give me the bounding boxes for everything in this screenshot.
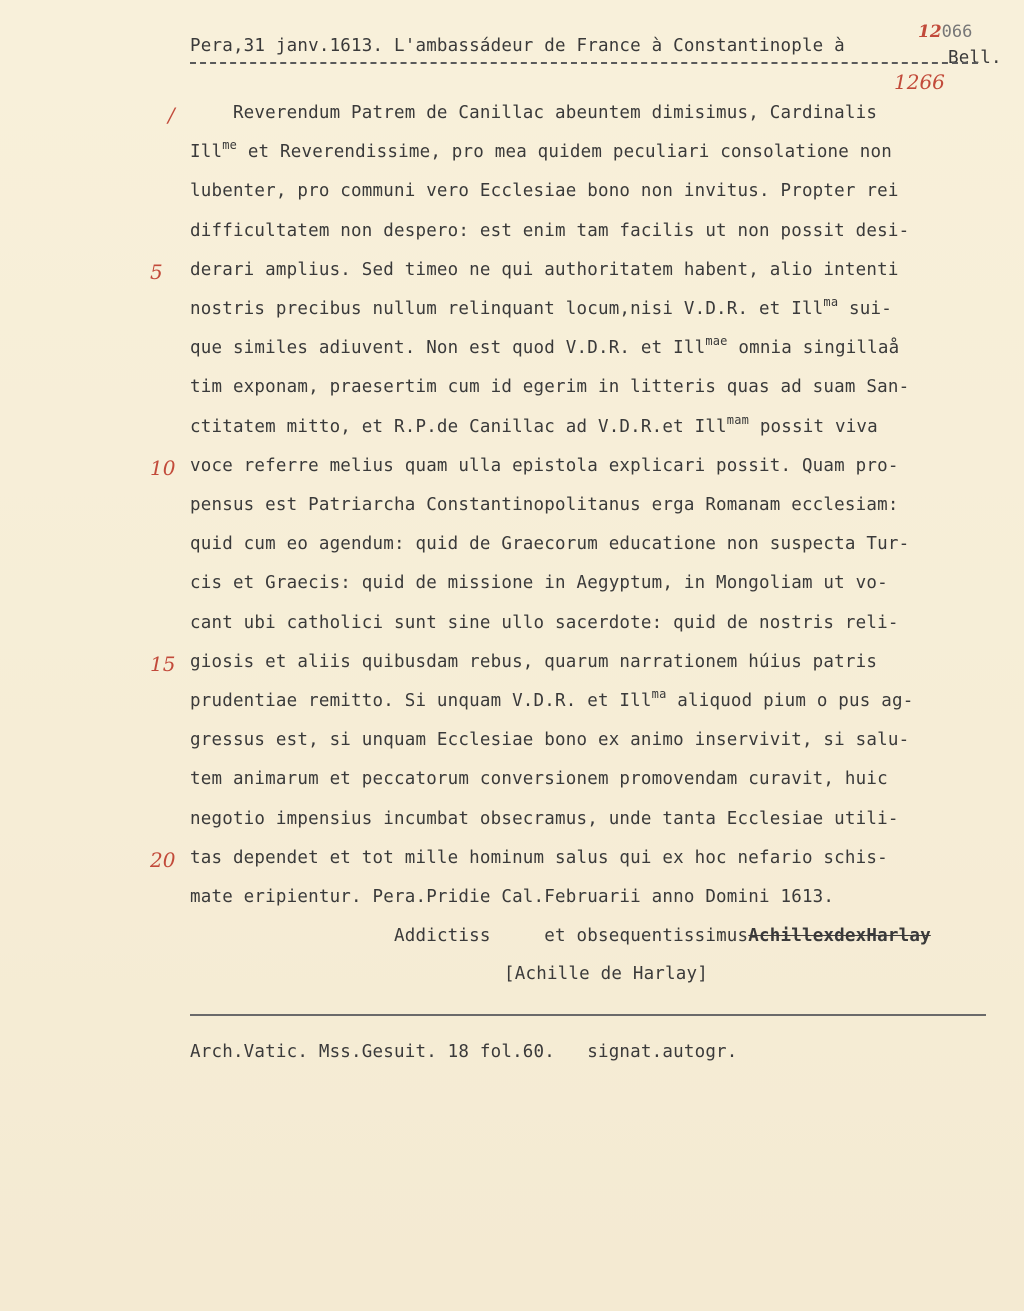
body-line: tem animarum et peccatorum conversionem promovendam curavit, huic bbox=[190, 769, 888, 790]
closing-formula: Addictiss et obsequentissimus bbox=[394, 926, 749, 946]
signature-name: [Achille de Harlay] bbox=[504, 964, 708, 984]
margin-number: 15 bbox=[150, 651, 176, 676]
body-line: voce referre melius quam ulla epistola explicari possit. Quam pro- bbox=[190, 455, 899, 476]
header-dashed-rule bbox=[190, 62, 978, 64]
margin-number: 5 bbox=[150, 259, 163, 284]
body-line: lubenter, pro communi vero Ecclesiae bono non invitus. Propter rei bbox=[190, 181, 899, 202]
body-line: gressus est, si unquam Ecclesiae bono ex animo inservivit, si salu- bbox=[190, 730, 910, 751]
body-line: mate eripientur. Pera.Pridie Cal.Februarii anno Domini 1613. bbox=[190, 887, 835, 907]
body-line: derari amplius. Sed timeo ne qui authoritatem habent, alio intenti bbox=[190, 259, 899, 280]
body-line: negotio impensius incumbat obsecramus, unde tanta Ecclesiae utili- bbox=[190, 808, 899, 829]
margin-number: 20 bbox=[150, 847, 176, 872]
body-line: prudentiae remitto. Si unquam V.D.R. et Ill$^{ma}$ aliquod pium o pus ag- bbox=[190, 687, 914, 711]
archive-source: Arch.Vatic. Mss.Gesuit. 18 fol.60. signat.autogr. bbox=[190, 1042, 738, 1062]
body-line: quid cum eo agendum: quid de Graecorum educatione non suspecta Tur- bbox=[190, 534, 910, 555]
letter-recipient: Bell. bbox=[948, 48, 1002, 68]
body-line: giosis et aliis quibusdam rebus, quarum narrationem húius patris bbox=[190, 651, 878, 672]
archive-number bbox=[918, 22, 972, 42]
body-line: cis et Graecis: quid de missione in Aegyptum, in Mongoliam ut vo- bbox=[190, 573, 888, 594]
archive-number-handwritten: 12 bbox=[918, 22, 942, 42]
footer-rule bbox=[190, 1014, 986, 1016]
superscript-abbrev: me bbox=[222, 138, 238, 153]
body-line: pensus est Patriarcha Constantinopolitanus erga Romanam ecclesiam: bbox=[190, 495, 899, 515]
body-line: tim exponam, praesertim cum id egerim in litteris quas ad suam San- bbox=[190, 377, 910, 398]
body-line: que similes adiuvent. Non est quod V.D.R. et Ill$^{mae}$ omnia singillaå bbox=[190, 334, 900, 359]
superscript-abbrev: mae bbox=[705, 334, 728, 349]
handwritten-folio-number: 1266 bbox=[894, 70, 945, 94]
body-line: Reverendum Patrem de Canillac abeuntem dimisimus, Cardinalis bbox=[190, 103, 878, 123]
superscript-abbrev: ma bbox=[651, 687, 667, 701]
margin-number: 10 bbox=[150, 455, 176, 480]
body-line: tas dependet et tot mille hominum salus qui ex hoc nefario schis- bbox=[190, 847, 888, 868]
body-line: nostris precibus nullum relinquant locum,nisi V.D.R. et Ill$^{ma}$ sui- bbox=[190, 295, 892, 319]
struck-signature: AchillexdexHarlay bbox=[748, 926, 931, 946]
margin-number: / bbox=[168, 103, 175, 127]
superscript-abbrev: mam bbox=[726, 412, 750, 427]
body-line: cant ubi catholici sunt sine ullo sacerdote: quid de nostris reli- bbox=[190, 612, 899, 633]
closing-line bbox=[394, 926, 931, 946]
letter-header: Pera,31 janv.1613. L'ambassádeur de France à Constantinople à bbox=[190, 36, 845, 56]
body-line: Ill$^{me}$ et Reverendissime, pro mea quidem peculiari consolatione non bbox=[190, 138, 892, 163]
body-line: ctitatem mitto, et R.P.de Canillac ad V.D.R.et Ill$^{mam}$ possit viva bbox=[190, 412, 878, 437]
superscript-abbrev: ma bbox=[823, 295, 839, 309]
archive-number-typed: 066 bbox=[941, 22, 973, 42]
body-line: difficultatem non despero: est enim tam facilis ut non possit desi- bbox=[190, 220, 910, 241]
